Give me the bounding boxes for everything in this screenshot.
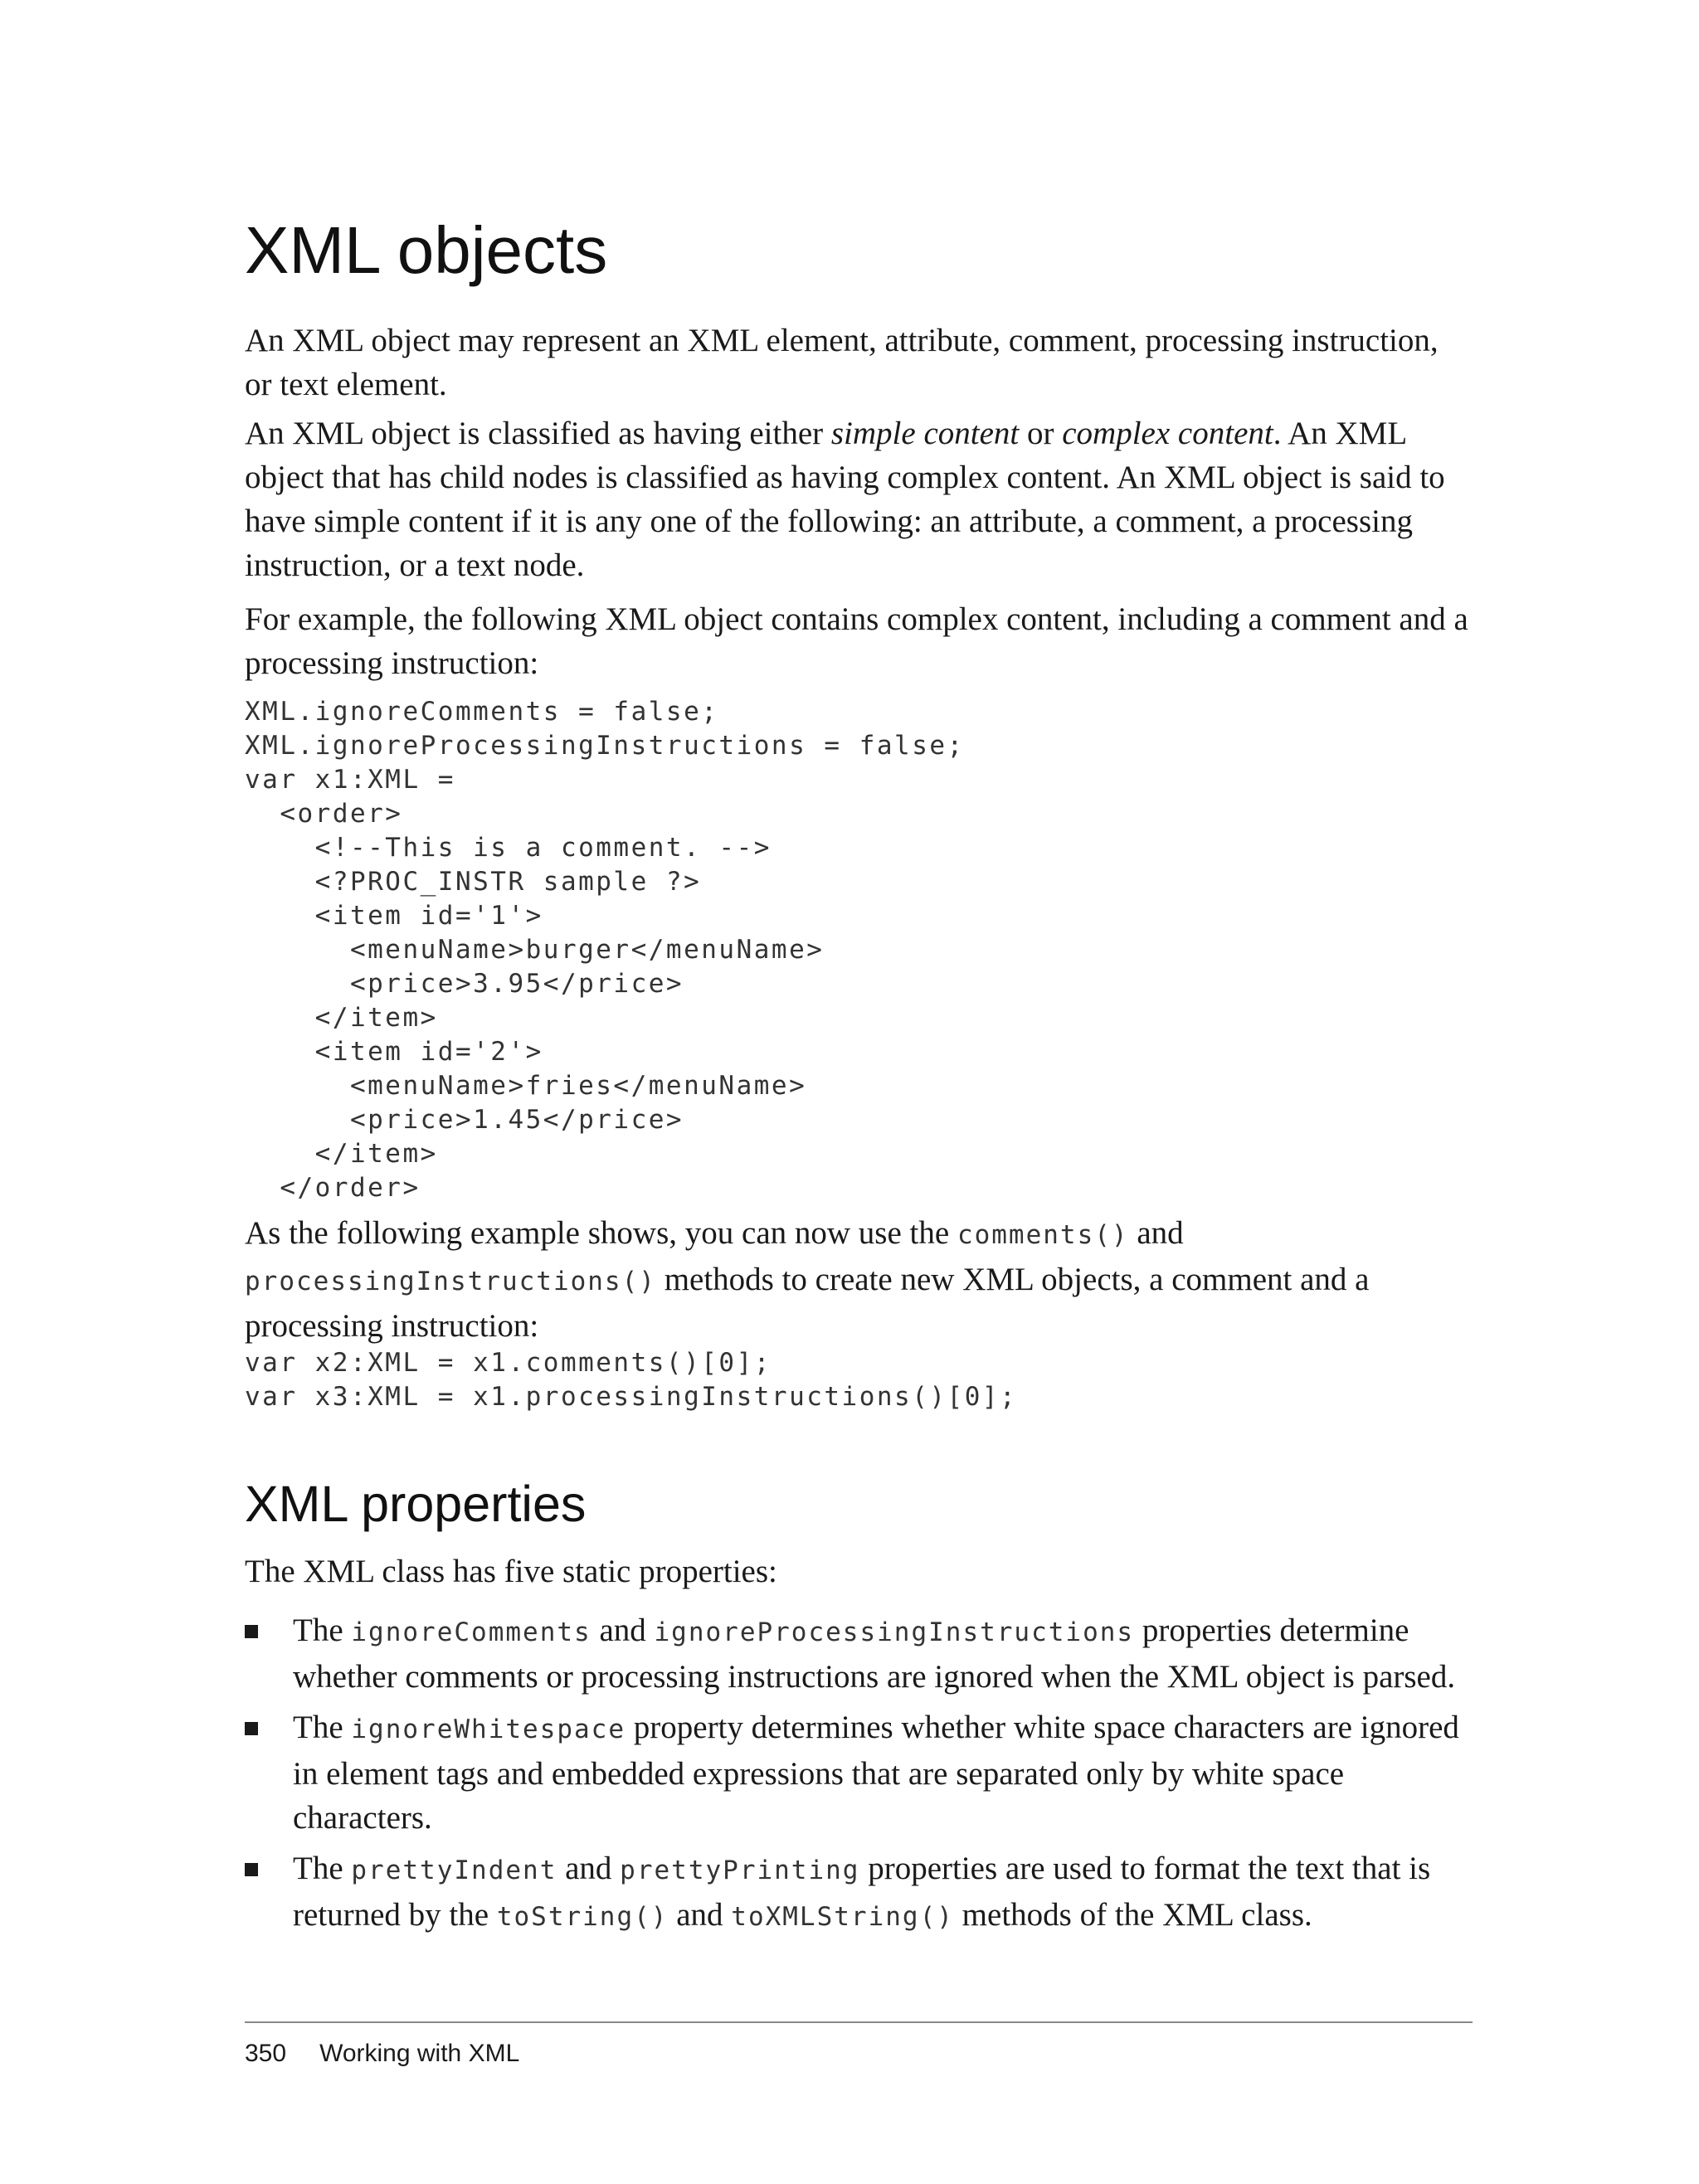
bullet1-text-b: and (591, 1612, 655, 1648)
square-bullet-icon (245, 1722, 258, 1735)
bullet3-text-d: and (668, 1897, 732, 1933)
inline-code-comments: comments() (957, 1220, 1129, 1250)
paragraph-comments-methods (245, 1211, 1473, 1348)
bullet2-text-a: The (293, 1710, 352, 1745)
para4-text-b: and (1128, 1215, 1184, 1251)
inline-code-to-xml-string: toXMLString() (731, 1902, 954, 1932)
bullet2-text-b: property determines whether white space characters are ignored in element tags and embedded expressions that are separated only by white space characters. (293, 1710, 1459, 1836)
bullet-item-pretty-printing (245, 1846, 1473, 1939)
inline-code-ignore-whitespace: ignoreWhitespace (351, 1715, 626, 1744)
paragraph-content-classification (245, 411, 1473, 587)
term-complex-content: complex content (1062, 416, 1273, 451)
code-block-xml-order: XML.ignoreComments = false; XML.ignoreProcessingInstructions = false; var x1:XML = <order> <!--This is a comment. --> <?PROC_INSTR sample ?> <item id='1'> <menuName>burger</menuName> <price>3.95</price> </item> <item id='2'> <menuName>fries</menuName> <price>1.45</price> </item> </order> (245, 697, 965, 1203)
bullet3-text-b: and (557, 1851, 621, 1886)
bullet3-text-a: The (293, 1851, 352, 1886)
section-heading-xml-objects: XML objects (245, 213, 608, 287)
page-number: 350 (245, 2040, 287, 2067)
page-footer (245, 2040, 519, 2068)
inline-code-ignore-processing-instructions: ignoreProcessingInstructions (654, 1617, 1135, 1647)
para4-text-a: As the following example shows, you can now use the (245, 1215, 957, 1251)
footer-divider (245, 2021, 1473, 2023)
para2-text-or: or (1019, 416, 1063, 451)
inline-code-ignore-comments: ignoreComments (351, 1617, 591, 1647)
bullet-item-ignore-comments (245, 1608, 1473, 1699)
bullet1-text-a: The (293, 1612, 352, 1648)
term-simple-content: simple content (830, 416, 1020, 451)
para4-text-c: methods to create new XML objects, a comment and a processing instruction: (245, 1262, 1370, 1344)
para2-text-a: An XML object is classified as having either (245, 416, 831, 451)
paragraph-xml-object-intro: An XML object may represent an XML element, attribute, comment, processing instruction, or text element. (245, 323, 1439, 402)
inline-code-pretty-printing: prettyPrinting (620, 1856, 860, 1885)
bullet-item-ignore-whitespace (245, 1705, 1473, 1840)
square-bullet-icon (245, 1625, 258, 1638)
inline-code-pretty-indent: prettyIndent (351, 1856, 557, 1885)
code-block-new-xml-objects: var x2:XML = x1.comments()[0]; var x3:XML = x1.processingInstructions()[0]; (245, 1348, 1018, 1412)
bullet3-text-c: properties are used to format the text that is returned by the (293, 1851, 1431, 1933)
paragraph-example-intro: For example, the following XML object contains complex content, including a comment and a processing instruction: (245, 601, 1468, 681)
square-bullet-icon (245, 1863, 258, 1876)
inline-code-processing-instructions: processingInstructions() (245, 1267, 656, 1296)
bullet1-text-c: properties determine whether comments or processing instructions are ignored when the XML object is parsed. (293, 1612, 1456, 1695)
para2-text-b: . An XML object that has child nodes is classified as having complex content. An XML object is said to have simple content if it is any one of the following: an attribute, a comment, a processing instruction, or a text node. (245, 416, 1445, 583)
paragraph-static-properties-intro: The XML class has five static properties: (245, 1554, 777, 1589)
inline-code-to-string: toString() (496, 1902, 669, 1932)
section-heading-xml-properties: XML properties (245, 1476, 587, 1532)
properties-bullet-list (245, 1608, 1473, 1946)
chapter-title: Working with XML (319, 2040, 520, 2067)
bullet3-text-e: methods of the XML class. (953, 1897, 1312, 1933)
